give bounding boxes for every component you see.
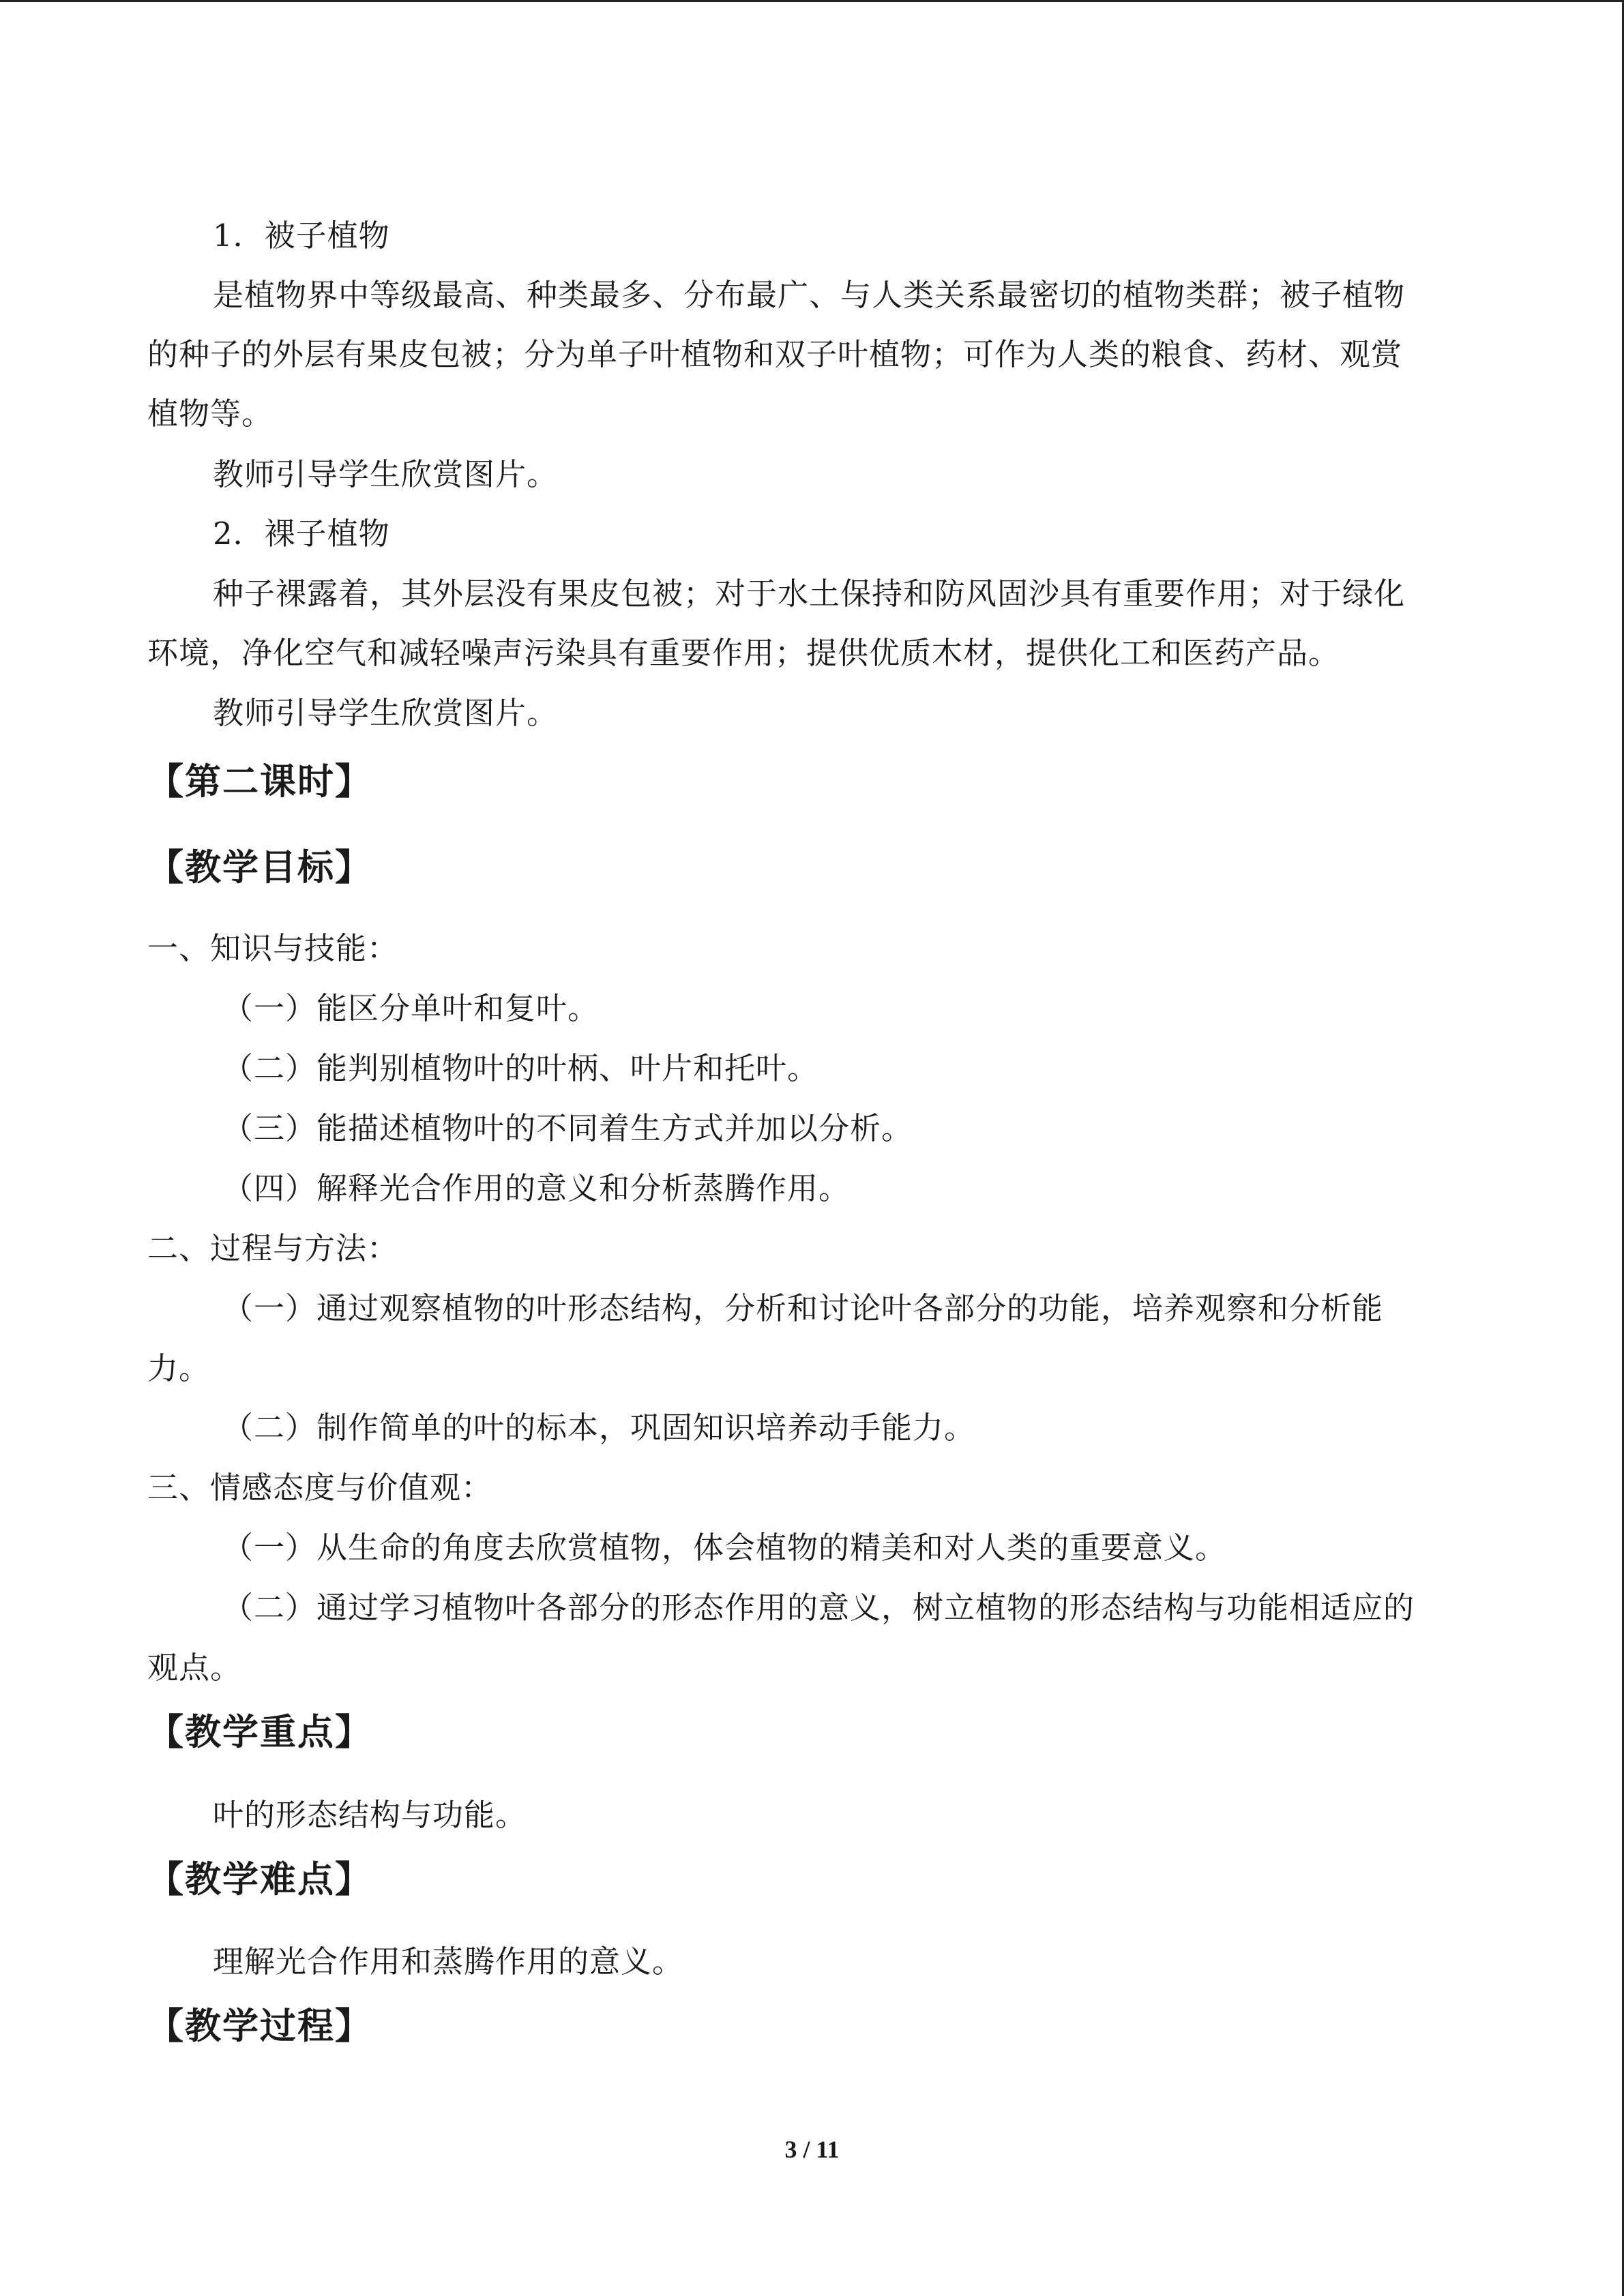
objective-knowledge-2: （二）能判别植物叶的叶柄、叶片和托叶。 — [222, 1050, 819, 1086]
heading-process: 【教学过程】 — [147, 2006, 372, 2047]
heading-key-points: 【教学重点】 — [147, 1712, 372, 1753]
objective-emotion-2-line-1: （二）通过学习植物叶各部分的形态作用的意义，树立植物的形态结构与功能相适应的 — [222, 1590, 1415, 1626]
objective-emotion-2-line-2: 观点。 — [147, 1650, 242, 1686]
objective-knowledge-1: （一）能区分单叶和复叶。 — [222, 990, 600, 1026]
heading-objectives: 【教学目标】 — [147, 847, 372, 889]
objective-process-title: 二、过程与方法： — [147, 1230, 399, 1266]
objective-emotion-1: （一）从生命的角度去欣赏植物，体会植物的精美和对人类的重要意义。 — [222, 1530, 1227, 1566]
angiosperms-text-line-3: 植物等。 — [147, 396, 274, 432]
heading-difficulties: 【教学难点】 — [147, 1859, 372, 1900]
gymnosperms-text-line-1: 种子裸露着，其外层没有果皮包被；对于水土保持和防风固沙具有重要作用；对于绿化 — [213, 576, 1406, 612]
objective-knowledge-3: （三）能描述植物叶的不同着生方式并加以分析。 — [222, 1110, 913, 1146]
teacher-guide-line-2: 教师引导学生欣赏图片。 — [213, 695, 559, 731]
objective-process-1-line-2: 力。 — [147, 1350, 211, 1386]
heading-second-lesson: 【第二课时】 — [147, 761, 372, 803]
objective-knowledge-title: 一、知识与技能： — [147, 930, 399, 966]
section-gymnosperms-title: 2．裸子植物 — [213, 516, 390, 552]
angiosperms-text-line-1: 是植物界中等级最高、种类最多、分布最广、与人类关系最密切的植物类群；被子植物 — [213, 277, 1406, 313]
angiosperms-text-line-2: 的种子的外层有果皮包被；分为单子叶植物和双子叶植物；可作为人类的粮食、药材、观赏 — [147, 336, 1403, 372]
section-angiosperms-title: 1．被子植物 — [213, 218, 390, 254]
gymnosperms-text-line-2: 环境，净化空气和减轻噪声污染具有重要作用；提供优质木材，提供化工和医药产品。 — [147, 635, 1340, 671]
objective-knowledge-4: （四）解释光合作用的意义和分析蒸腾作用。 — [222, 1170, 851, 1206]
objective-process-2: （二）制作简单的叶的标本，巩固知识培养动手能力。 — [222, 1410, 976, 1446]
difficulties-text: 理解光合作用和蒸腾作用的意义。 — [213, 1943, 684, 1980]
key-points-text: 叶的形态结构与功能。 — [213, 1797, 527, 1833]
page-number: 3 / 11 — [784, 2136, 840, 2163]
objective-emotion-title: 三、情感态度与价值观： — [147, 1470, 493, 1506]
teacher-guide-line-1: 教师引导学生欣赏图片。 — [213, 456, 559, 492]
objective-process-1-line-1: （一）通过观察植物的叶形态结构，分析和讨论叶各部分的功能，培养观察和分析能 — [222, 1290, 1384, 1326]
